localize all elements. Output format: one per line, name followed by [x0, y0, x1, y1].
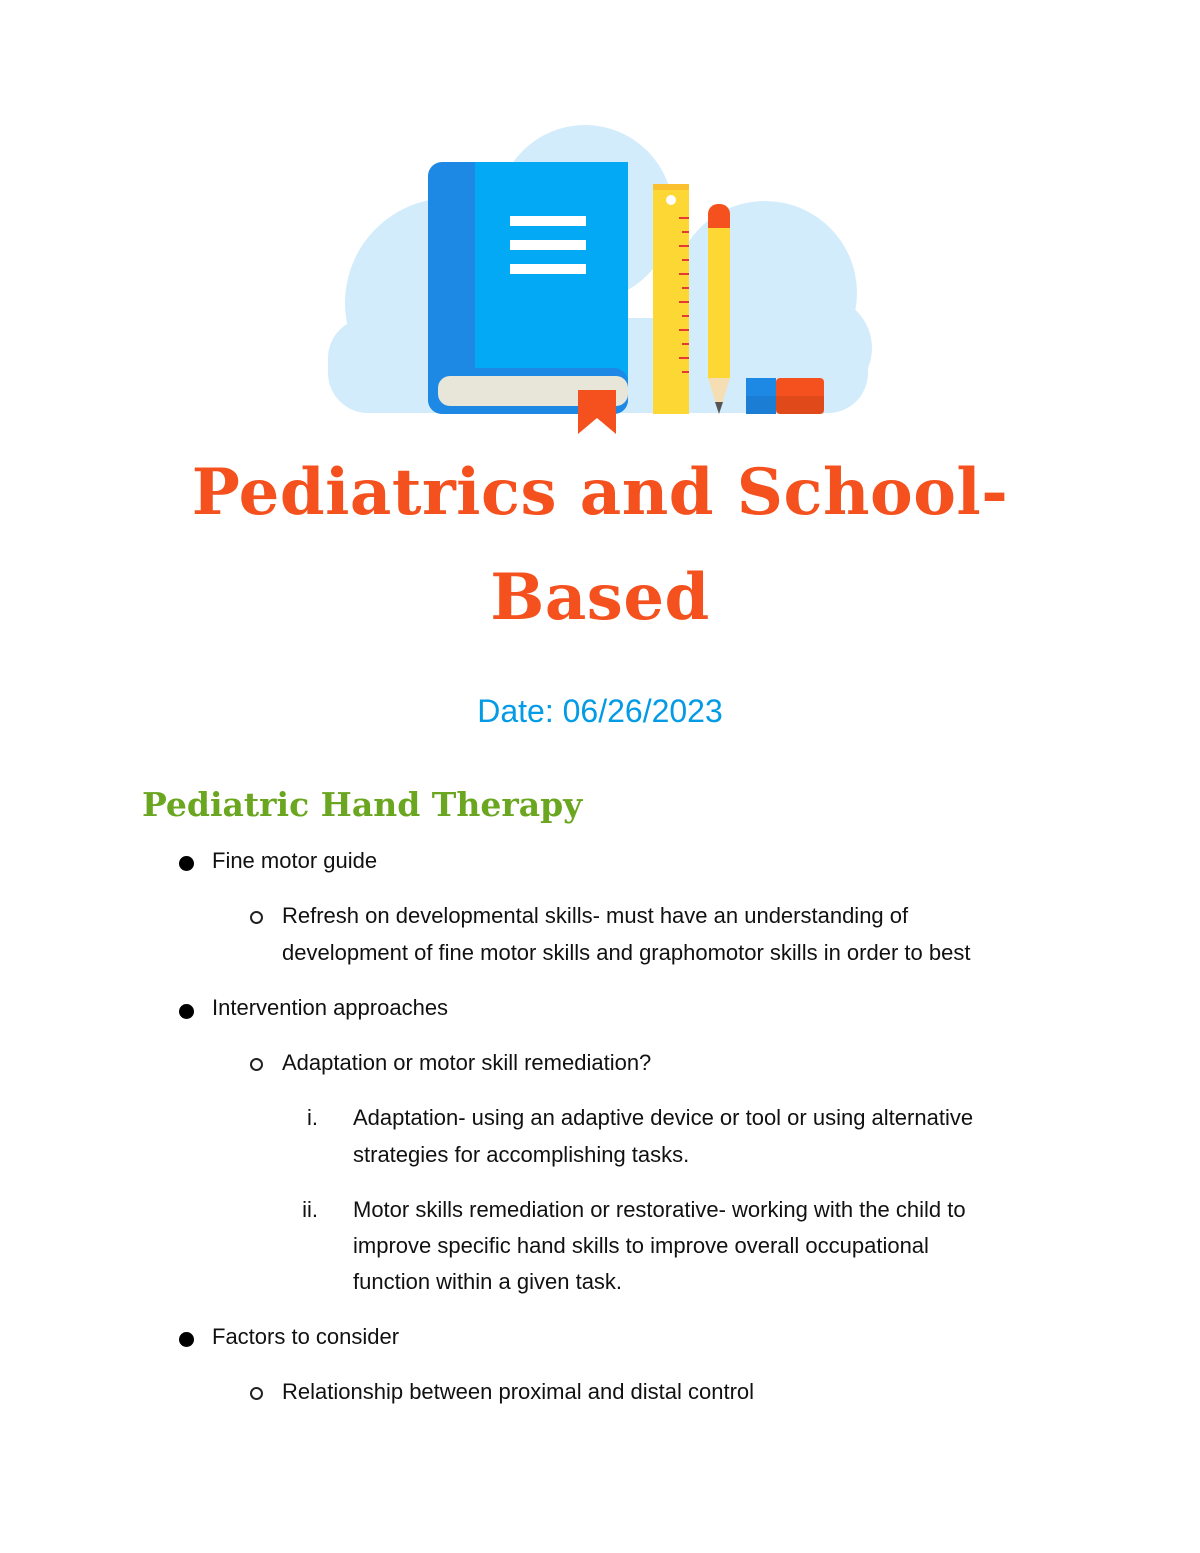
circle-marker: [250, 1387, 263, 1400]
bookmark-icon: [578, 390, 616, 434]
bullet-marker: [179, 856, 194, 871]
roman-item-remediation-line-1: Motor skills remediation or restorative- working with the child to: [353, 1197, 966, 1222]
roman-item-adaptation-line-1: Adaptation- using an adaptive device or tool or using alternative: [353, 1105, 974, 1130]
pencil-icon: [708, 204, 730, 414]
hero-illustration: [320, 118, 880, 440]
subitem-adaptation-question: Adaptation or motor skill remediation?: [282, 1050, 652, 1075]
eraser-icon: [746, 378, 824, 414]
bullet-marker: [179, 1332, 194, 1347]
circle-marker: [250, 1058, 263, 1071]
document-title-line-2: Based: [490, 560, 710, 635]
bullet-marker: [179, 1004, 194, 1019]
roman-item-adaptation-line-2: strategies for accomplishing tasks.: [353, 1142, 690, 1167]
document-date: Date: 06/26/2023: [477, 693, 723, 729]
ruler-icon: [653, 184, 689, 414]
list-item-intervention-approaches: Intervention approaches: [212, 995, 449, 1020]
subitem-proximal-distal-control: Relationship between proximal and distal control: [282, 1379, 755, 1404]
roman-item-remediation-line-2: improve specific hand skills to improve overall occupational: [353, 1233, 929, 1258]
list-item-fine-motor-guide: Fine motor guide: [212, 848, 378, 873]
roman-item-remediation-line-3: function within a given task.: [353, 1269, 623, 1294]
list-item-factors-to-consider: Factors to consider: [212, 1324, 400, 1349]
section-heading: Pediatric Hand Therapy: [142, 785, 583, 824]
document-title-line-1: Pediatrics and School-: [191, 455, 1009, 530]
book-icon: [428, 162, 628, 434]
circle-marker: [250, 911, 263, 924]
roman-marker-i: i.: [307, 1105, 318, 1130]
subitem-developmental-skills-line-1: Refresh on developmental skills- must have an understanding of: [282, 903, 909, 928]
subitem-developmental-skills-line-2: development of fine motor skills and graphomotor skills in order to best: [282, 940, 971, 965]
roman-marker-ii: ii.: [302, 1197, 318, 1222]
